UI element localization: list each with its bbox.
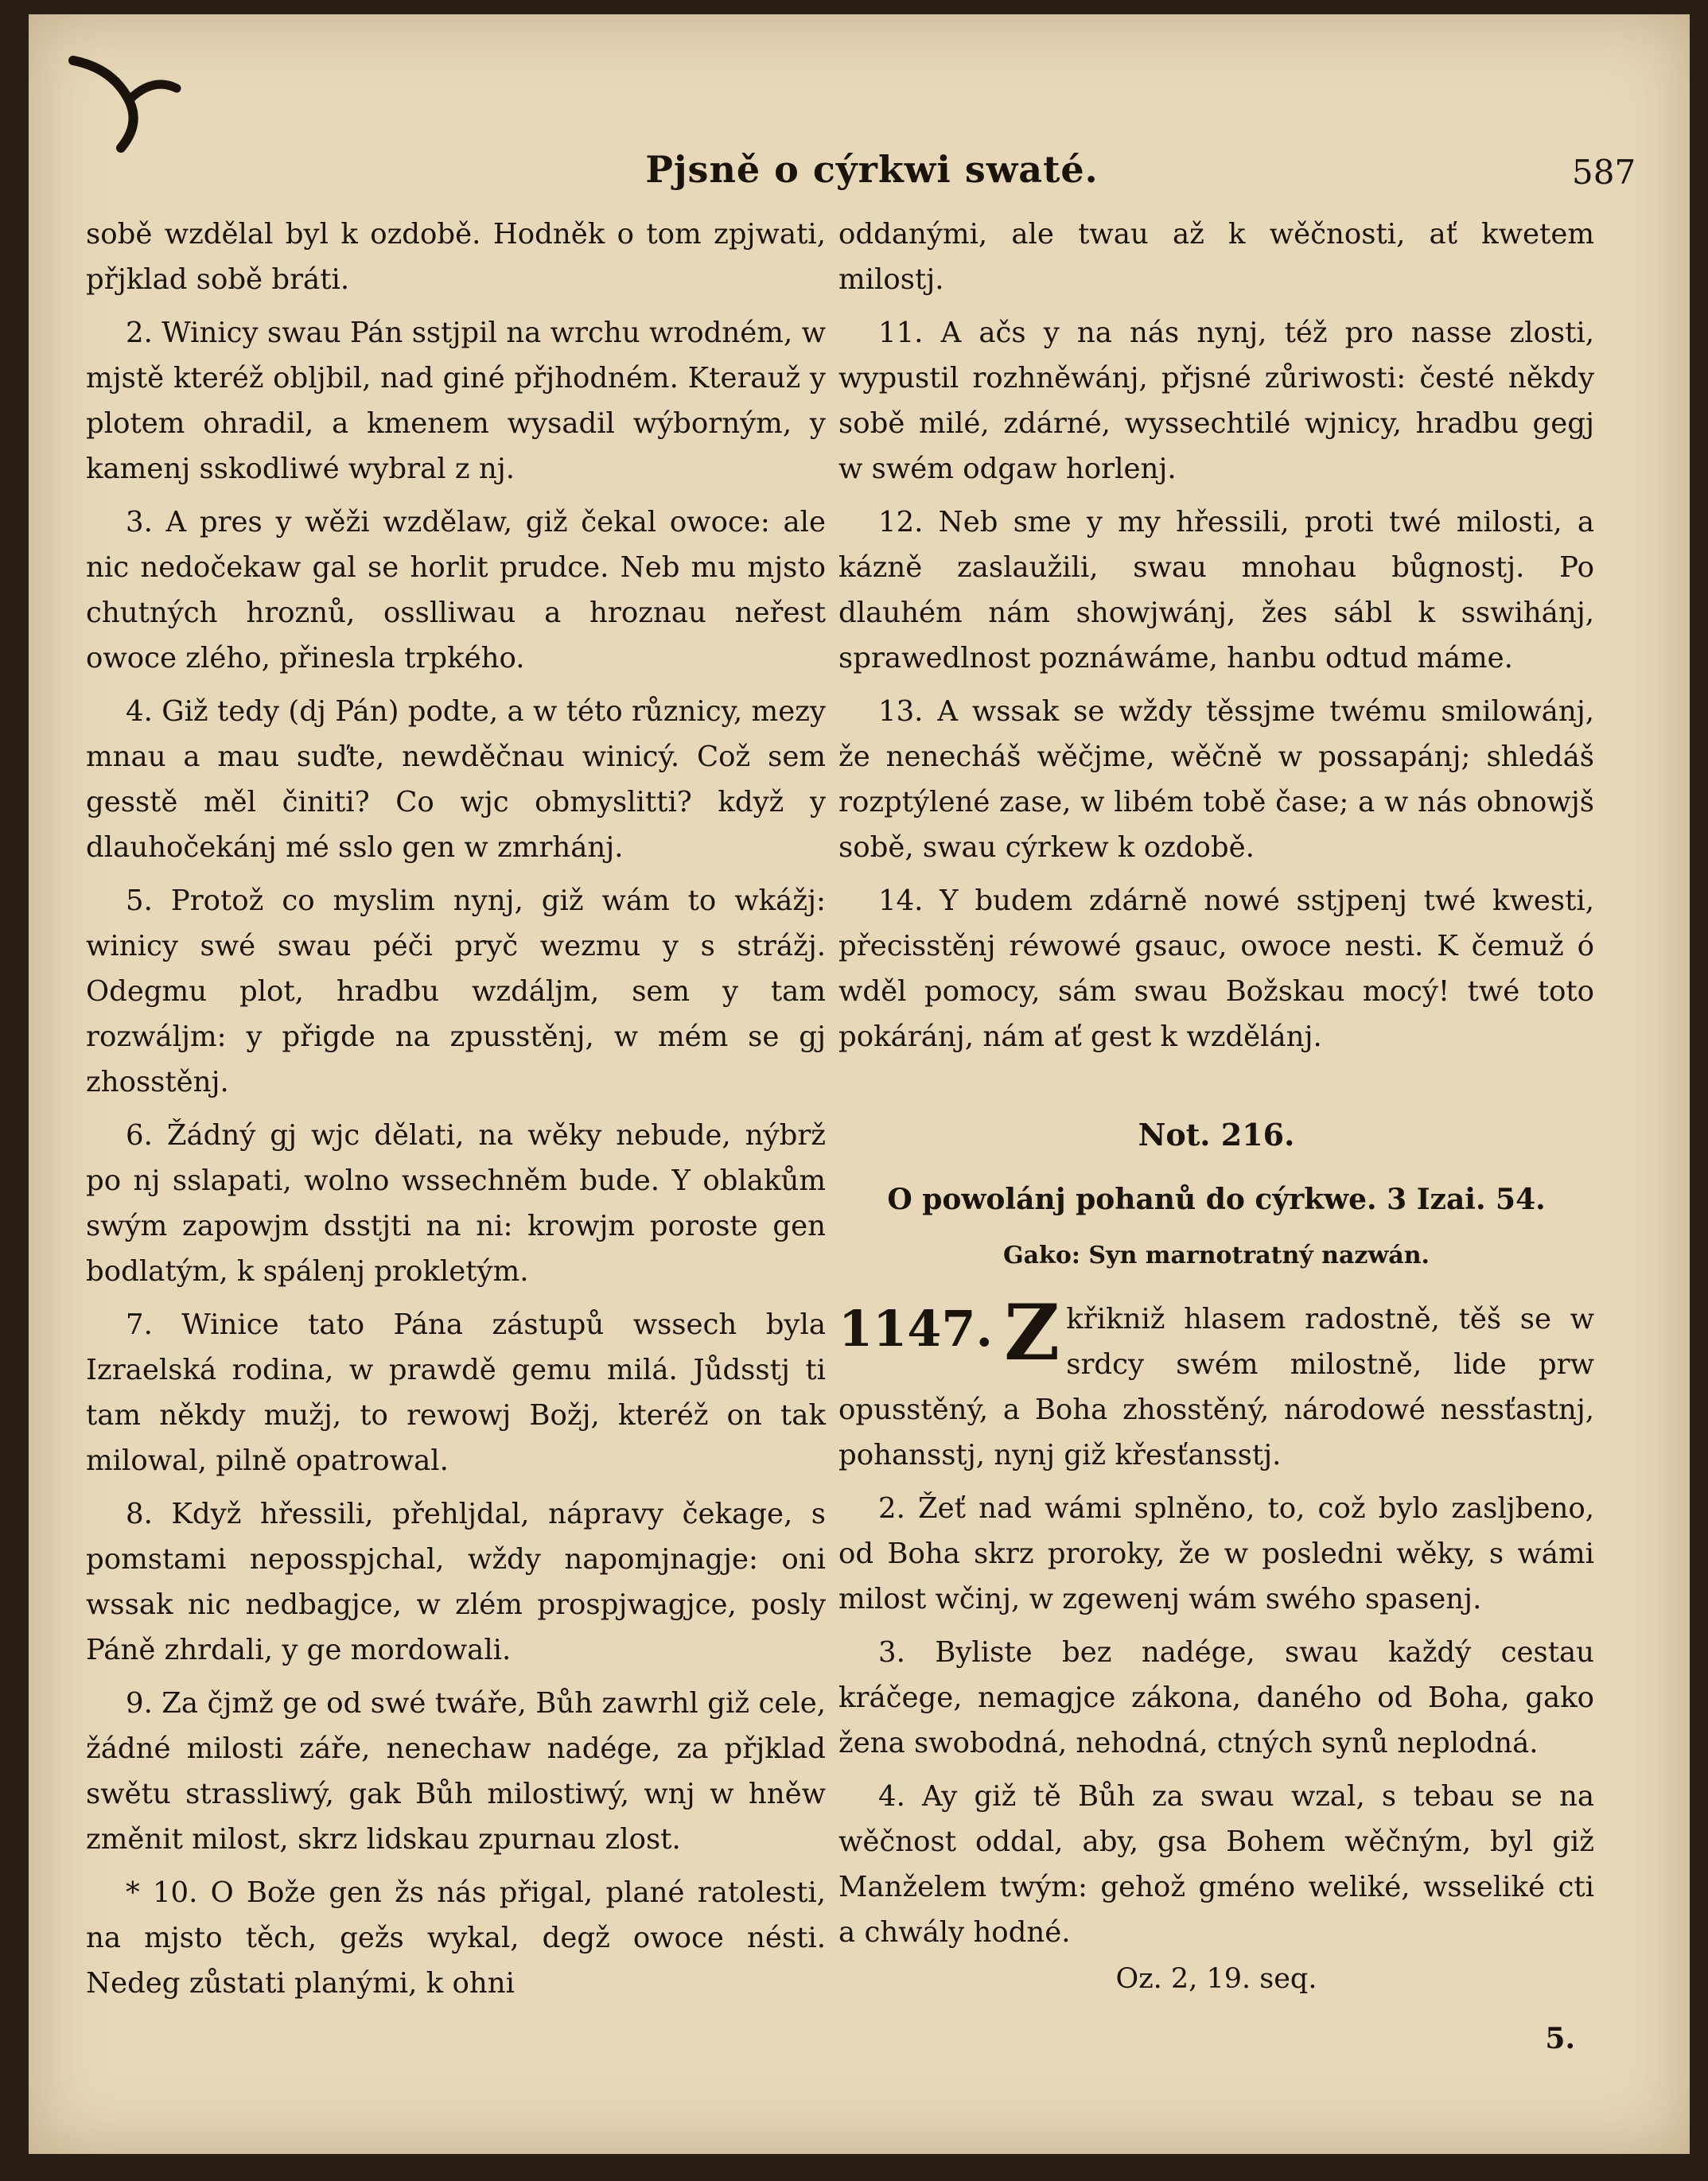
left-paragraph: 5. Protož co myslim nynj, giž wám to wkážj: winicy swé swau péči pryč wezmu y s strážj. Odegmu plot, hradbu wzdáljm, sem y tam rozwáljm: y přigde na zpusstěnj, w mém se gj zhosstěnj. xyxy=(86,884,826,1098)
scripture-reference: Oz. 2, 19. seq. xyxy=(1115,1963,1317,1995)
right-column xyxy=(838,212,1594,2055)
left-paragraph: 7. Winice tato Pána zástupů wssech byla Izraelská rodina, w prawdě gemu milá. Jůdsstj ti tam někdy mužj, to rewowj Božj, kteréž on tak milowal, pilně opatrowal. xyxy=(86,1308,826,1477)
right-paragraph: 12. Neb sme y my hřessili, proti twé milosti, a kázně zaslaužili, swau mnohau bůgnostj. Po dlauhém nám showjwánj, žes sábl k sswihánj, sprawedlnost poznáwáme, hanbu odtud máme. xyxy=(838,506,1594,675)
drop-cap: Z xyxy=(1004,1288,1060,1378)
hymn-verse: 2. Žeť nad wámi splněno, to, což bylo zasljbeno, od Boha skrz proroky, že w posledni wěky, s wámi milost wčinj, w zgewenj wám swého spasenj. xyxy=(838,1492,1594,1615)
hymn-number-heading: Not. 216. xyxy=(1138,1117,1295,1153)
left-paragraph: 4. Giž tedy (dj Pán) podte, a w této různicy, mezy mnau a mau suďte, newděčnau winicý. Což sem gesstě měl činiti? Co wjc obmyslitti? když y dlauhočekánj mé sslo gen w zmrhánj. xyxy=(86,695,826,864)
running-title: Pjsně o cýrkwi swaté. xyxy=(645,148,1099,191)
left-paragraph: 8. Když hřessili, přehljdal, nápravy čekage, s pomstami neposspjchal, wždy napomjnagje: oni wssak nic nedbagjce, w zlém prospjwagjce, posly Páně zhrdali, y ge mordowali. xyxy=(86,1498,826,1666)
page-header xyxy=(29,148,1690,204)
book-page xyxy=(29,14,1690,2154)
left-paragraph: 2. Winicy swau Pán sstjpil na wrchu wrodném, w mjstě kteréž obljbil, nad giné přjhodném. Kterauž y plotem ohradil, a kmenem wysadil wýborným, y kamenj sskodliwé wybral z nj. xyxy=(86,317,826,485)
left-column xyxy=(86,212,826,2014)
right-paragraph: 11. A ačs y na nás nynj, též pro nasse zlosti, wypustil rozhněwánj, přjsné zůriwosti: česté někdy sobě milé, zdárné, wyssechtilé wjnicy, hradbu gegj w swém odgaw horlenj. xyxy=(838,317,1594,485)
right-paragraph: 14. Y budem zdárně nowé sstjpenj twé kwesti, přecisstěnj réwowé gsauc, owoce nesti. K čemuž ó wděl pomocy, sám swau Božskau mocý! twé toto pokáránj, nám ať gest k wzdělánj. xyxy=(838,884,1594,1053)
left-paragraph: sobě wzdělal byl k ozdobě. Hodněk o tom zpjwati, přjklad sobě bráti. xyxy=(86,218,826,296)
left-paragraph: 3. A pres y wěži wzdělaw, giž čekal owoce: ale nic nedočekaw gal se horlit prudce. Neb mu mjsto chutných hroznů, osslliwau a hroznau neřest owoce zlého, přinesla trpkého. xyxy=(86,506,826,675)
hymn-melody: Gako: Syn marnotratný nazwán. xyxy=(1003,1242,1430,1269)
hymn-first-text: křikniž hlasem radostně, těš se w srdcy swém milostně, lide prw opusstěný, a Boha zhosstěný, národowé nessťastnj, pohansstj, nynj giž křesťansstj. xyxy=(838,1303,1594,1471)
right-paragraph: oddanými, ale twau až k wěčnosti, ať kwetem milostj. xyxy=(838,218,1594,296)
left-paragraph: * 10. O Bože gen žs nás přigal, plané ratolesti, na mjsto těch, gežs wykal, degž owoce nésti. Nedeg zůstati planými, k ohni xyxy=(86,1876,826,2000)
hymn-verse: 4. Ay giž tě Bůh za swau wzal, s tebau se na wěčnost oddal, aby, gsa Bohem wěčným, byl giž Manželem twým: gehož gméno weliké, wsseliké cti a chwály hodné. xyxy=(838,1780,1594,1949)
right-paragraph: 13. A wssak se wždy těssjme twému smilowánj, že nenecháš wěčjme, wěčně w possapánj; shledáš rozptýlené zase, w libém tobě čase; a w nás obnowjš sobě, swau cýrkew k ozdobě. xyxy=(838,695,1594,864)
left-paragraph: 6. Žádný gj wjc dělati, na wěky nebude, nýbrž po nj sslapati, wolno wssechněm bude. Y oblakům swým zapowjm dsstjti na ni: krowjm poroste gen bodlatým, k spálenj prokletým. xyxy=(86,1119,826,1288)
hymn-first-verse xyxy=(838,1288,1594,1478)
ink-mark xyxy=(65,45,185,156)
hymn-big-number: 1147. xyxy=(838,1300,994,1358)
left-paragraph: 9. Za čjmž ge od swé twáře, Bůh zawrhl giž cele, žádné milosti záře, nenechaw nadége, za přjklad swětu strassliwý, gak Bůh milostiwý, wnj w hněw změnit milost, skrz lidskau zpurnau zlost. xyxy=(86,1687,826,1856)
hymn-title: O powolánj pohanů do cýrkwe. 3 Izai. 54. xyxy=(887,1183,1546,1216)
page-number: 587 xyxy=(1572,153,1636,192)
hymn-verse: 3. Byliste bez nadége, swau každý cestau kráčege, nemagjce zákona, daného od Boha, gako žena swobodná, nehodná, ctných synů neplodná. xyxy=(838,1636,1594,1759)
catchword: 5. xyxy=(1545,2022,1575,2055)
